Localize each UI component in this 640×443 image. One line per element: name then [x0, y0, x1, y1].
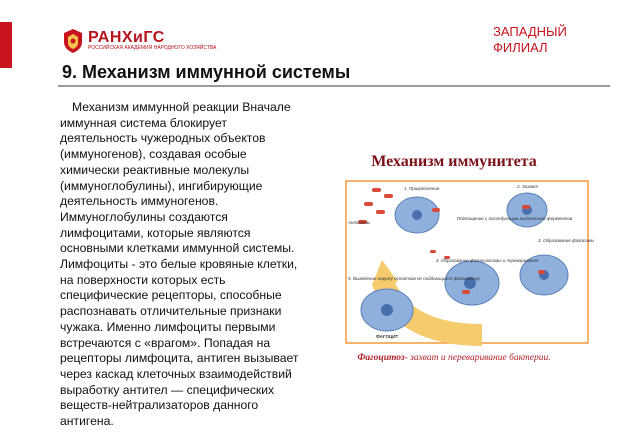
slide-body — [60, 100, 302, 430]
cell-step1 — [395, 197, 439, 233]
ranepa-logo — [62, 28, 216, 54]
label-step3: 3. Образование фагосомы — [538, 238, 595, 243]
slide-title: 9. Механизм иммунной системы — [62, 62, 351, 82]
label-enzymes: Поглощение с последующим выделением ферментов — [457, 216, 573, 221]
accent-bar — [0, 22, 12, 68]
caption-rest: - захват и переваривание бактерии. — [404, 353, 551, 363]
label-step1: 1. Прикрепление — [404, 186, 440, 191]
logo-subtitle: РОССИЙСКАЯ АКАДЕМИЯ НАРОДНОГО ХОЗЯЙСТВА — [88, 45, 217, 51]
cell-step5 — [361, 289, 413, 331]
body-paragraph: Механизм иммунной реакции Вначале иммунная система блокирует деятельность чужеродных объектов (иммуногенов), создавая особые химически реактивные молекулы (иммуноглобулины), ингибирующие деятельность иммуногенов. Иммуноглобулины создаются лимфоцитами, которые являются основными клетками иммунной системы. Лимфоциты - это белые кровяные клетки, на поверхности которых есть специфические рецепторы, способные распознавать отличительные признаки чужака. Именно лимфоциты первыми встречаются с «врагом». Попадая на рецепторы лимфоцита, антиген вызывает через каскад клеточных взаимодействий выработку антител — специфических веществ-нейтрализаторов данного антигена. — [60, 100, 299, 429]
immunity-diagram — [312, 150, 597, 375]
branch-label: ЗАПАДНЫЙ ФИЛИАЛ — [493, 24, 567, 55]
label-phagocyte: ФАГОЦИТ — [376, 334, 399, 339]
caption-lead: Фагоцитоз — [357, 353, 405, 363]
diagram-title: Механизм иммунитета — [371, 153, 537, 170]
cell-step4 — [445, 261, 499, 305]
title-divider — [58, 85, 610, 87]
logo-text: РАНХиГС — [88, 29, 165, 46]
label-step4: 4. Образование фаголизосомы и переваривание — [436, 258, 539, 263]
label-antigens: Антигены — [348, 220, 371, 225]
diagram-caption — [357, 352, 550, 363]
emblem-icon — [62, 28, 84, 54]
label-step5: 5. Выведение наружу остатков не поддающихся фагоцитозу — [348, 276, 480, 281]
label-step2: 2. Захват — [517, 184, 539, 189]
cell-step2 — [507, 193, 547, 227]
